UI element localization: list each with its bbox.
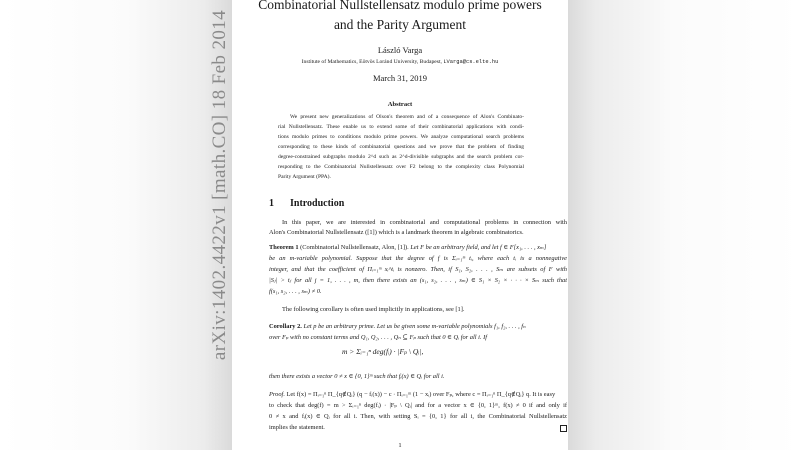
theorem-attribution: (Combinatorial Nullstellensatz, Alon, [1]). (300, 244, 409, 251)
abstract-line: Parity Argument (PPA). (278, 174, 331, 180)
intro-line: Alon's Combinatorial Nullstellensatz ([1]) which is a landmark theorem in algebraic combinatorics. (269, 229, 524, 236)
corollary-intro: The following corollary is often used implicitly in applications, see [1]. (282, 306, 465, 313)
abstract-line: We present new generalizations of Olson's theorem and of a consequence of Alon's Combinato- (290, 114, 524, 120)
qed-box-icon (560, 425, 567, 432)
affiliation-text: Institute of Mathematics, Eötvös Loránd University, Budapest, (301, 59, 442, 65)
corollary-formula: m > Σᵢ₌₁ⁿ deg(fᵢ) · |Fₚ \ Qᵢ|, (342, 347, 424, 356)
proof-line: implies the statement. (269, 424, 325, 431)
corollary-header (269, 322, 567, 332)
paper-page (232, 0, 568, 450)
paper-date: March 31, 2019 (372, 73, 428, 83)
paper-title-line-2: and the Parity Argument (333, 17, 467, 32)
abstract-line: rial Nullstellensatz. These enable us to extend some of their combinatorial applications with condi- (278, 124, 524, 130)
theorem-header (269, 243, 567, 253)
left-margin-shadow (0, 0, 232, 450)
intro-line: In this paper, we are interested in combinatorial and computational problems in connection with (282, 219, 567, 226)
paper-title-line-1: Combinatorial Nullstellensatz modulo prime powers (258, 0, 542, 12)
right-margin-shadow (568, 0, 800, 450)
theorem-text: Let F be an arbitrary field, and let f ∈ F[x₁, . . . , xₘ] (410, 244, 547, 251)
theorem-label: Theorem 1 (269, 244, 299, 251)
abstract-line: tions modulo primes to conditions modulo prime powers. We analyze computational search problems (278, 134, 524, 140)
page-number: 1 (398, 442, 402, 449)
proof-text: Let f(x) = Πᵢ₌₁ⁿ Π_{q∉Qᵢ} (q − fᵢ(x)) − c · Πᵢ₌₁ᵐ (1 − xᵢ) over Fₚ, where c = Πᵢ₌₁ⁿ Π_{q∉Qᵢ} q. It is easy (286, 391, 556, 398)
theorem-line: be an m-variable polynomial. Suppose that the degree of f is Σᵢ₌₁ᵐ tᵢ, where each tᵢ is a nonnegative (269, 255, 567, 262)
abstract-heading: Abstract (387, 101, 413, 108)
corollary-line: over Fₚ with no constant terms and Q₁, Q₂, . . . , Qₙ ⊆ Fₚ such that 0 ∈ Qᵢ for all i. If (269, 334, 487, 341)
proof-line: 0 ≠ x and fᵢ(x) ∈ Qᵢ for all i. Then, with setting Sᵢ = {0, 1} for all i, the Combinatorial Nullstellensatz (269, 413, 567, 420)
corollary-conclusion: then there exists a vector 0 ≠ x ∈ {0, 1}ᵐ such that fᵢ(x) ∈ Qᵢ for all i. (269, 373, 445, 380)
abstract-line: responding to the Combinatorial Nullstellensatz over F2 belong to the complexity class Polynomial (278, 164, 524, 170)
theorem-line: f(s₁, s₂, . . . , sₘ) ≠ 0. (269, 288, 322, 295)
abstract-line: corresponding to these kinds of combinatorial questions and we prove that the problem of finding (278, 144, 524, 150)
proof-header (269, 390, 567, 400)
author-name: László Varga (377, 45, 423, 55)
section-number: 1 (269, 198, 274, 209)
corollary-text: Let p be an arbitrary prime. Let us be given some m-variable polynomials f₁, f₂, . . . , fₙ (303, 323, 526, 330)
author-email[interactable]: LVarga@cs.elte.hu (443, 59, 499, 65)
proof-label: Proof. (269, 391, 285, 398)
arxiv-stamp: arXiv:1402.4422v1 [math.CO] 18 Feb 2014 (209, 9, 230, 361)
corollary-label: Corollary 2. (269, 323, 302, 330)
abstract-line: degree-constrained subgraphs modulo 2^d such as 2^d-divisible subgraphs and the search problem cor- (278, 154, 524, 160)
theorem-line: |Sⱼ| > tⱼ for all j = 1, . . . , m, then there exists an (s₁, s₂, . . . , sₘ) ∈ S₁ × S₂ × · · · × Sₘ such that (269, 277, 567, 284)
section-title: Introduction (290, 198, 345, 209)
theorem-line: integer, and that the coefficient of Πᵢ₌₁ᵐ xᵢ^tᵢ is nonzero. Then, if S₁, S₂, . . . , Sₘ are subsets of F with (269, 266, 567, 273)
author-affiliation (232, 59, 568, 65)
proof-line: to check that deg(f) = m > Σᵢ₌₁ⁿ deg(fᵢ) · |Fₚ \ Qᵢ| and for a vector x ∈ {0, 1}ᵐ, f(x) ≠ 0 if and only if (269, 402, 567, 409)
